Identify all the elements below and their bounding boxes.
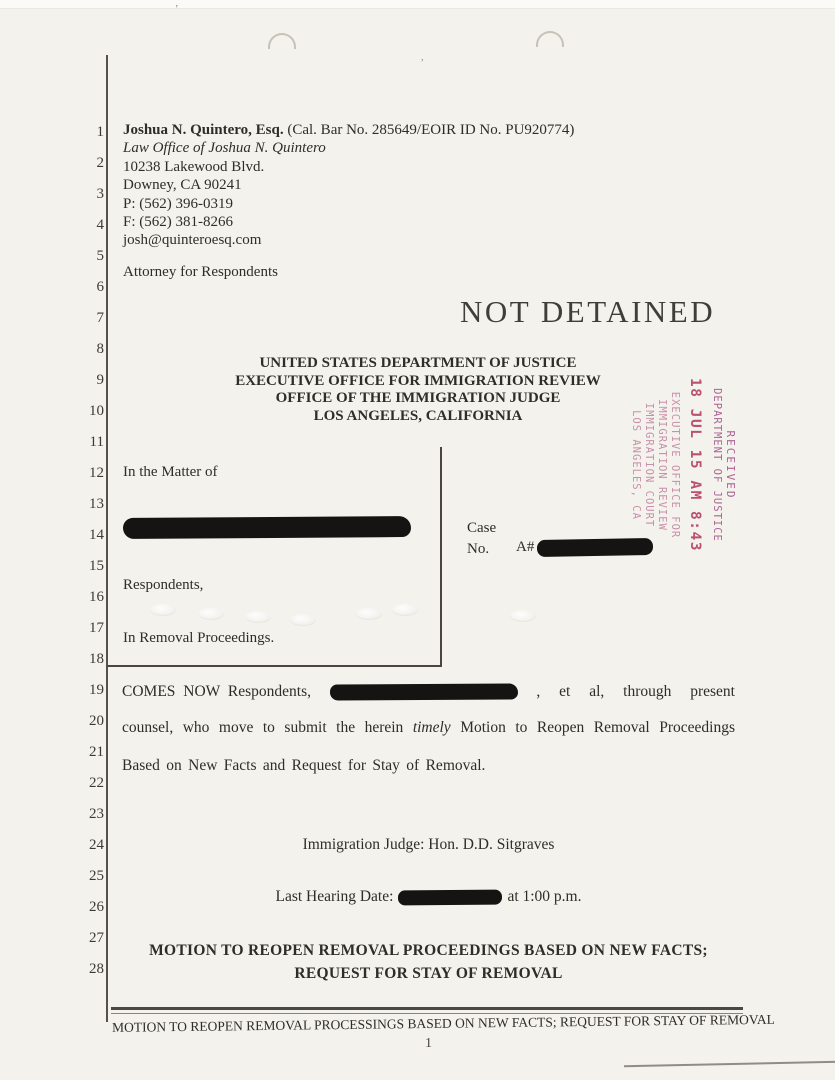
stamp-received-line: RECEIVED [724, 430, 737, 500]
body-line-2 [122, 719, 735, 743]
line-number: 3 [96, 186, 104, 202]
redaction-bar-respondent-name [123, 516, 411, 539]
paper-dimple [290, 614, 316, 626]
scan-speck: , [421, 52, 424, 63]
line-number: 5 [96, 248, 104, 264]
pleading-margin-rule [106, 55, 108, 1022]
attorney-address-city: Downey, CA 90241 [123, 177, 242, 194]
caption-respondents: Respondents, [123, 577, 204, 593]
line-number: 16 [89, 589, 104, 605]
paper-dimple [356, 608, 382, 620]
paper-dimple [198, 608, 224, 620]
paper-dimple [510, 610, 536, 622]
line-number: 6 [96, 279, 104, 295]
scan-corner-artifact [624, 1061, 835, 1067]
stamp-office-line: IMMIGRATION REVIEW [656, 399, 668, 531]
court-header-line: LOS ANGELES, CALIFORNIA [313, 407, 523, 424]
line-number: 28 [89, 961, 104, 977]
body-line-1-after: , et al, through present [536, 683, 735, 700]
court-header-line: UNITED STATES DEPARTMENT OF JUSTICE [259, 355, 577, 371]
line-number: 7 [96, 310, 104, 326]
line-number: 4 [96, 217, 104, 233]
body-line-2-after: Motion to Reopen Removal Proceedings [450, 719, 735, 736]
immigration-judge-line: Immigration Judge: Hon. D.D. Sitgraves [302, 836, 555, 853]
line-number: 26 [89, 899, 104, 915]
paper-dimple [392, 604, 418, 616]
body-line-1-before: COMES NOW Respondents, [122, 683, 311, 700]
stamp-office-line: EXECUTIVE OFFICE FOR [669, 391, 681, 539]
line-number: 9 [96, 372, 104, 388]
detention-status-label: NOT DETAINED [460, 294, 716, 329]
body-line-2-timely: timely [412, 719, 451, 736]
scan-top-edge [0, 0, 835, 9]
body-line-3: Based on New Facts and Request for Stay of Removal. [122, 757, 486, 774]
stamp-office-line: LOS ANGELES, CA [630, 410, 642, 520]
court-header-line: EXECUTIVE OFFICE FOR IMMIGRATION REVIEW [235, 372, 601, 389]
line-number: 15 [89, 558, 104, 574]
paper-dimple [150, 604, 176, 616]
a-number-prefix: A# [516, 539, 535, 555]
alien-number-row [516, 539, 653, 556]
line-number: 17 [89, 620, 104, 636]
line-number: 19 [89, 682, 104, 698]
line-number: 11 [89, 434, 104, 450]
redaction-bar-a-number [537, 538, 653, 557]
motion-opening-paragraph [122, 680, 735, 781]
motion-title-line-1: MOTION TO REOPEN REMOVAL PROCEEDINGS BASED ON NEW FACTS; [149, 942, 708, 959]
line-number: 23 [89, 806, 104, 822]
line-number: 10 [89, 403, 104, 419]
hearing-date-label: Last Hearing Date: [275, 888, 394, 905]
redaction-bar-body-name [330, 684, 518, 701]
attorney-bar-info: (Cal. Bar No. 285649/EOIR ID No. PU920774) [283, 122, 575, 138]
hole-punch-mark [536, 31, 564, 47]
attorney-name-line [123, 121, 574, 139]
attorney-role: Attorney for Respondents [123, 263, 278, 280]
attorney-phone: P: (562) 396-0319 [123, 195, 233, 212]
law-firm-name: Law Office of Joshua N. Quintero [123, 140, 326, 157]
stamp-office-line: IMMIGRATION COURT [643, 402, 655, 528]
caption-in-the-matter-of: In the Matter of [123, 464, 218, 480]
attorney-email: josh@quinteroesq.com [123, 232, 262, 249]
received-date-stamp [618, 370, 748, 560]
attorney-address-street: 10238 Lakewood Blvd. [123, 158, 265, 175]
line-number: 14 [89, 527, 104, 543]
paper-dimple [245, 611, 271, 623]
line-number: 2 [96, 155, 104, 171]
attorney-name: Joshua N. Quintero, Esq. [123, 122, 284, 138]
line-number: 21 [89, 744, 104, 760]
line-number: 12 [89, 465, 104, 481]
line-number: 24 [89, 837, 104, 853]
body-line-2-before: counsel, who move to submit the herein [122, 719, 413, 736]
caption-in-removal-proceedings: In Removal Proceedings. [123, 630, 275, 646]
stamp-doj-line: DEPARTMENT OF JUSTICE [711, 388, 724, 542]
scan-speck: ’ [175, 4, 179, 15]
redaction-bar-hearing-date [398, 889, 502, 905]
stamp-date-line: 18 JUL 15 AM 8:43 [687, 378, 703, 552]
motion-title-line-2: REQUEST FOR STAY OF REMOVAL [294, 964, 563, 982]
motion-title [122, 940, 735, 985]
caption-box-bottom-border [107, 665, 442, 667]
line-number: 18 [89, 651, 104, 667]
body-line-1 [122, 680, 735, 704]
line-number: 13 [89, 496, 104, 512]
line-number: 20 [89, 713, 104, 729]
hearing-time-suffix: at 1:00 p.m. [507, 888, 582, 905]
line-number: 25 [89, 868, 104, 884]
case-no-label: No. [467, 540, 490, 557]
page-number: 1 [425, 1036, 432, 1051]
attorney-fax: F: (562) 381-8266 [123, 214, 233, 231]
footer-running-title: MOTION TO REOPEN REMOVAL PROCESSINGS BASED ON NEW FACTS; REQUEST FOR STAY OF REMOVAL [111, 1011, 775, 1035]
hole-punch-mark [268, 33, 296, 49]
line-number: 27 [89, 930, 104, 946]
line-number: 22 [89, 775, 104, 791]
case-label: Case [467, 520, 497, 536]
caption-box-right-border [440, 447, 442, 666]
attorney-block [123, 121, 574, 281]
court-header-line: OFFICE OF THE IMMIGRATION JUDGE [275, 390, 561, 407]
line-number: 1 [96, 124, 104, 140]
case-number-labels [467, 518, 496, 559]
last-hearing-date-line [122, 888, 735, 906]
line-number: 8 [96, 341, 104, 357]
